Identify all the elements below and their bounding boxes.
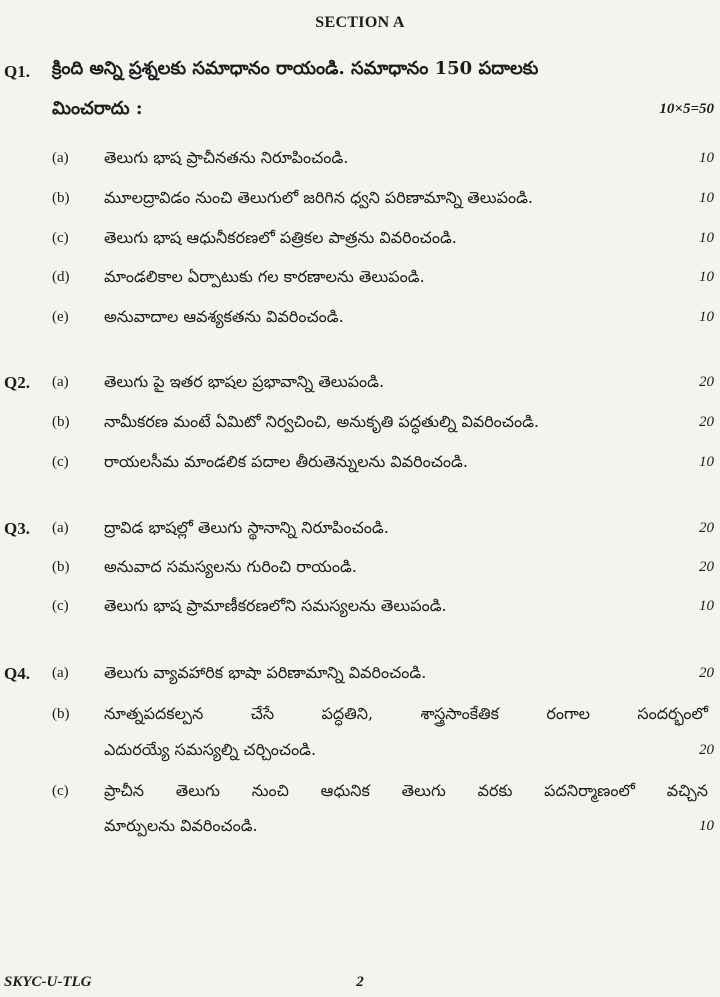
question-text: తెలుగు భాష ప్రామాణీకరణలోని సమస్యలను తెలుపండి. xyxy=(104,596,447,615)
question-text: తెలుగు భాష ప్రాచీనతను నిరూపించండి. xyxy=(104,148,349,167)
question-marks: 20 xyxy=(699,665,714,681)
word: ఆధునిక xyxy=(320,781,370,800)
question-marks: 10 xyxy=(699,269,714,285)
q1-total-marks: 10×5=50 xyxy=(659,101,714,117)
paper-code: SKYC-U-TLG xyxy=(4,974,92,990)
question-marks: 10 xyxy=(699,309,714,325)
part-label: (c) xyxy=(52,783,69,799)
word: పద్ధతిని, xyxy=(321,704,374,723)
question-marks: 20 xyxy=(699,742,714,758)
word: చేసే xyxy=(250,704,275,723)
part-label: (a) xyxy=(52,374,69,390)
question-marks: 20 xyxy=(699,559,714,575)
word: వచ్చిన xyxy=(666,781,708,800)
question-marks: 20 xyxy=(699,374,714,390)
question-text: తెలుగు పై ఇతర భాషల ప్రభావాన్ని తెలుపండి. xyxy=(104,372,385,391)
question-number-q3: Q3. xyxy=(4,519,30,538)
question-marks: 10 xyxy=(699,190,714,206)
question-text: నామీకరణ మంటే ఏమిటో నిర్వచించి, అనుకృతి పద్ధతుల్ని వివరించండి. xyxy=(104,412,539,431)
part-label: (b) xyxy=(52,559,70,575)
q1-instruction-line1: క్రింది అన్ని ప్రశ్నలకు సమాధానం రాయండి. సమాధానం 150 పదాలకు xyxy=(52,58,539,79)
question-number-q2: Q2. xyxy=(4,373,30,392)
question-text: మాండలికాల ఏర్పాటుకు గల కారణాలను తెలుపండి. xyxy=(104,267,425,286)
question-marks: 10 xyxy=(699,230,714,246)
word: పదనిర్మాణంలో xyxy=(544,781,635,800)
question-marks: 20 xyxy=(699,414,714,430)
part-label: (c) xyxy=(52,230,69,246)
section-title: SECTION A xyxy=(315,14,405,31)
part-label: (b) xyxy=(52,706,70,722)
question-marks: 10 xyxy=(699,818,714,834)
question-marks: 20 xyxy=(699,520,714,536)
part-label: (d) xyxy=(52,269,70,285)
question-text-justified-line xyxy=(104,704,708,727)
question-text: రాయలసీమ మాండలిక పదాల తీరుతెన్నులను వివరించండి. xyxy=(104,452,468,471)
part-label: (a) xyxy=(52,520,69,536)
question-marks: 10 xyxy=(699,598,714,614)
word: సందర్భంలో xyxy=(637,704,708,723)
word: ప్రాచీన xyxy=(104,781,144,800)
word: నూత్నపదకల్పన xyxy=(104,704,204,723)
question-text: మార్పులను వివరించండి. xyxy=(104,816,258,835)
part-label: (e) xyxy=(52,309,69,325)
word: రంగాల xyxy=(546,704,591,723)
part-label: (c) xyxy=(52,598,69,614)
part-label: (c) xyxy=(52,454,69,470)
question-text: తెలుగు భాష ఆధునీకరణలో పత్రికల పాత్రను వివరించండి. xyxy=(104,228,457,247)
page-number: 2 xyxy=(356,974,364,990)
word: తెలుగు xyxy=(175,781,220,800)
question-text: అనువాద సమస్యలను గురించి రాయండి. xyxy=(104,557,357,576)
word: నుంచి xyxy=(251,781,289,800)
part-label: (b) xyxy=(52,190,70,206)
part-label: (a) xyxy=(52,150,69,166)
question-text: అనువాదాల ఆవశ్యకతను వివరించండి. xyxy=(104,307,344,326)
part-label: (a) xyxy=(52,665,69,681)
question-text: ద్రావిడ భాషల్లో తెలుగు స్థానాన్ని నిరూపించండి. xyxy=(104,518,389,537)
q1-instruction-line2: మించరాదు : xyxy=(52,98,143,119)
question-text-justified-line xyxy=(104,781,708,804)
word: వరకు xyxy=(477,781,513,800)
word: శాస్త్రసాంకేతిక xyxy=(420,704,499,723)
question-marks: 10 xyxy=(699,454,714,470)
question-text: తెలుగు వ్యావహారిక భాషా పరిణామాన్ని వివరించండి. xyxy=(104,663,427,682)
question-text: ఎదురయ్యే సమస్యల్ని చర్చించండి. xyxy=(104,740,317,759)
question-number-q4: Q4. xyxy=(4,664,30,683)
question-number-q1: Q1. xyxy=(4,62,30,81)
word: తెలుగు xyxy=(401,781,446,800)
part-label: (b) xyxy=(52,414,70,430)
question-marks: 10 xyxy=(699,150,714,166)
question-text: మూలద్రావిడం నుంచి తెలుగులో జరిగిన ధ్వని పరిణామాన్ని తెలుపండి. xyxy=(104,188,533,207)
